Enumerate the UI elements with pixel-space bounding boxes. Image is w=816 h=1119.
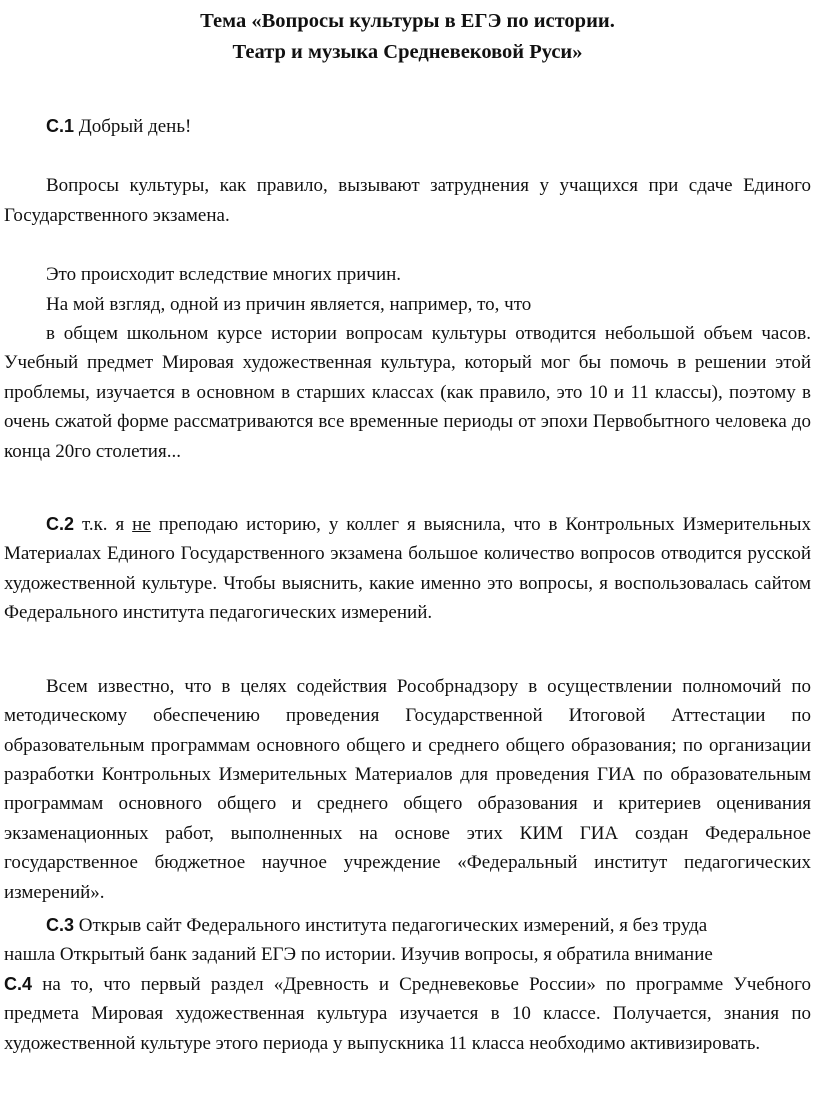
c2-text-before: т.к. я bbox=[81, 514, 133, 536]
slide-marker-c4: С.4 bbox=[4, 973, 33, 994]
title-line-2: Театр и музыка Средневековой Руси» bbox=[232, 41, 583, 63]
title-line-1: Тема «Вопросы культуры в ЕГЭ по истории. bbox=[200, 10, 615, 32]
fipi-paragraph: Всем известно, что в целях содействия Рособрнадзору в осуществлении полномочий по методическому обеспечению проведения Государственной Итоговой Аттестации по образовательным программам основного общего и среднего общего образования; по организации разработки Контрольных Измерительных Материалов для проведения ГИА по образовательным программам основного общего и среднего общего образования и критериев оценивания экзаменационных работ, выполненных на основе этих КИМ ГИА создан Федеральное государственное бюджетное научное учреждение «Федеральный институт педагогических измерений». bbox=[4, 675, 811, 903]
c3-line-2: нашла Открытый банк заданий ЕГЭ по истории. Изучив вопросы, я обратила внимание bbox=[4, 944, 713, 966]
c2-underlined-word: не bbox=[132, 514, 151, 536]
c1-paragraph bbox=[4, 112, 811, 141]
c3-line-1 bbox=[4, 911, 811, 940]
slide-marker-c2: С.2 bbox=[46, 514, 75, 535]
reasons-paragraph: в общем школьном курсе истории вопросам культуры отводится небольшой объем часов. Учебный предмет Мировая художественная культура, который мог бы помочь в решении этой проблемы, изучается в основном в старших классах (как правило, это 10 и 11 классы), поэтому в очень сжатой форме рассматриваются все временные периоды от эпохи Первобытного человека до конца 20го столетия... bbox=[4, 323, 811, 462]
c4-text: на то, что первый раздел «Древность и Средневековье России» по программе Учебного предмета Мировая художественная культура изучается в 10 классе. Получается, знания по художественной культуре этого периода у выпускника 11 класса необходимо активизировать. bbox=[4, 973, 811, 1054]
intro-paragraph: Вопросы культуры, как правило, вызывают затруднения у учащихся при сдаче Единого Государственного экзамена. bbox=[4, 175, 811, 226]
c3-text-1: Открыв сайт Федерального института педагогических измерений, я без труда bbox=[78, 914, 708, 936]
reasons-line-1: Это происходит вследствие многих причин. bbox=[46, 264, 402, 286]
c3-paragraph bbox=[4, 911, 811, 970]
reasons-line-2: На мой взгляд, одной из причин является, например, то, что bbox=[46, 293, 532, 315]
c2-text-after: преподаю историю, у коллег я выяснила, что в Контрольных Измерительных Материалах Единого Государственного экзамена большое количество вопросов отводится русской художественной культуре. Чтобы выяснить, какие именно это вопросы, я воспользовалась сайтом Федерального института педагогических измерений. bbox=[4, 514, 811, 624]
document-title bbox=[4, 6, 811, 68]
c4-paragraph bbox=[4, 970, 811, 1058]
slide-marker-c1: С.1 bbox=[46, 116, 75, 136]
slide-marker-c3: С.3 bbox=[46, 914, 75, 935]
c2-paragraph bbox=[4, 510, 811, 628]
greeting-text: Добрый день! bbox=[78, 116, 192, 137]
